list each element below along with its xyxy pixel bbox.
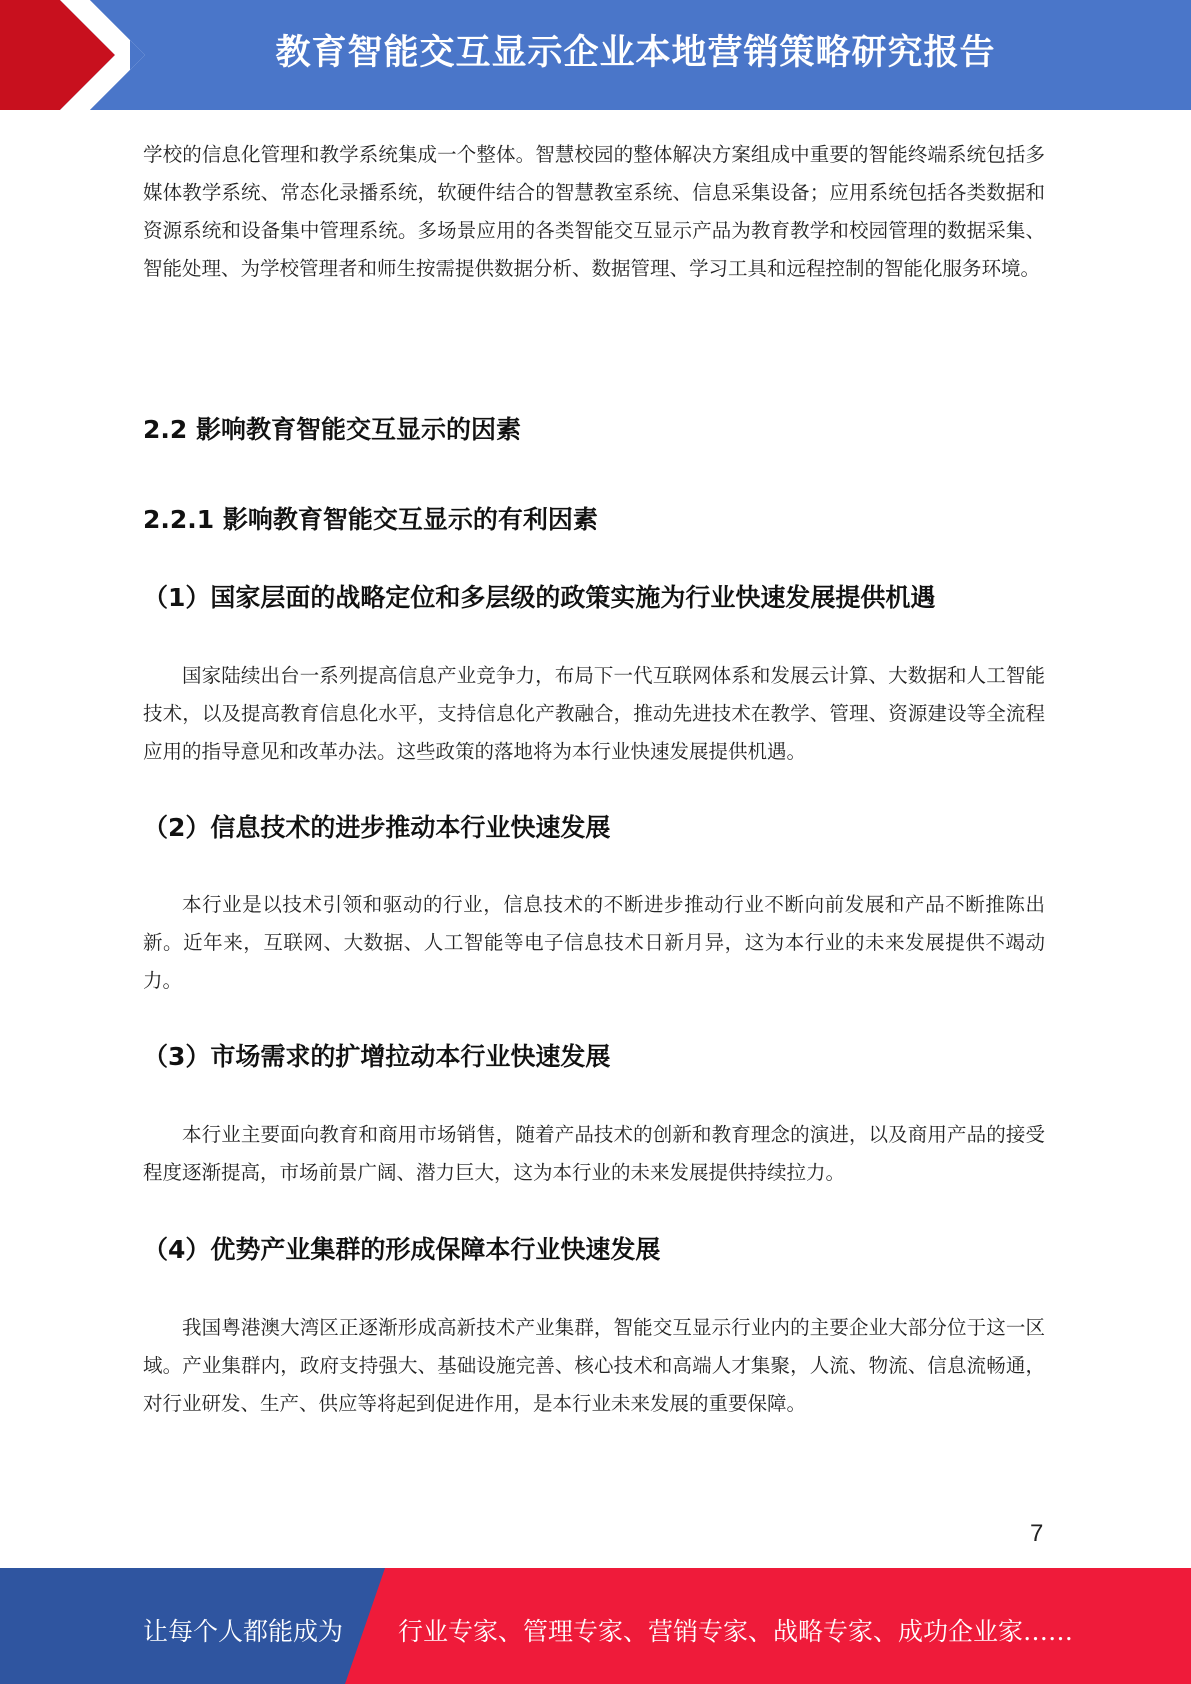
intro-paragraph: 学校的信息化管理和教学系统集成一个整体。智慧校园的整体解决方案组成中重要的智能终端系统包括多媒体教学系统、常态化录播系统，软硬件结合的智慧教室系统、信息采集设备；应用系统包括各类数据和资源系统和设备集中管理系统。多场景应用的各类智能交互显示产品为教育教学和校园管理的数据采集、智能处理、为学校管理者和师生按需提供数据分析、数据管理、学习工具和远程控制的智能化服务环境。	[143, 143, 1045, 280]
page-header	[0, 0, 1191, 110]
subsection-heading: 2.2.1 影响教育智能交互显示的有利因素	[143, 505, 598, 534]
page-footer	[0, 1568, 1191, 1684]
factor-1-title: （1）国家层面的战略定位和多层级的政策实施为行业快速发展提供机遇	[143, 583, 936, 612]
factor-1-block	[143, 657, 1045, 771]
factor-1-body: 国家陆续出台一系列提高信息产业竞争力，布局下一代互联网体系和发展云计算、大数据和人工智能技术，以及提高教育信息化水平，支持信息化产教融合，推动先进技术在教学、管理、资源建设等全流程应用的指导意见和改革办法。这些政策的落地将为本行业快速发展提供机遇。	[143, 664, 1045, 763]
factor-4-block	[143, 1309, 1045, 1423]
report-title: 教育智能交互显示企业本地营销策略研究报告	[275, 33, 996, 73]
factor-2-title: （2）信息技术的进步推动本行业快速发展	[143, 813, 611, 842]
factor-2-body: 本行业是以技术引领和驱动的行业，信息技术的不断进步推动行业不断向前发展和产品不断推陈出新。近年来，互联网、大数据、人工智能等电子信息技术日新月异，这为本行业的未来发展提供不竭动力。	[143, 893, 1045, 992]
factor-4-body: 我国粤港澳大湾区正逐渐形成高新技术产业集群，智能交互显示行业内的主要企业大部分位于这一区域。产业集群内，政府支持强大、基础设施完善、核心技术和高端人才集聚，人流、物流、信息流畅通，对行业研发、生产、供应等将起到促进作用，是本行业未来发展的重要保障。	[143, 1316, 1045, 1415]
footer-slogan-right: 行业专家、管理专家、营销专家、战略专家、成功企业家……	[398, 1617, 1074, 1646]
section-heading: 2.2 影响教育智能交互显示的因素	[143, 415, 521, 444]
factor-4-title: （4）优势产业集群的形成保障本行业快速发展	[143, 1235, 661, 1264]
factor-3-title: （3）市场需求的扩增拉动本行业快速发展	[143, 1042, 611, 1071]
factor-3-body: 本行业主要面向教育和商用市场销售，随着产品技术的创新和教育理念的演进，以及商用产品的接受程度逐渐提高，市场前景广阔、潜力巨大，这为本行业的未来发展提供持续拉力。	[143, 1123, 1045, 1184]
factor-2-block	[143, 886, 1045, 1000]
page-number: 7	[1030, 1520, 1044, 1547]
footer-slogan-left: 让每个人都能成为	[143, 1617, 344, 1646]
factor-3-block	[143, 1116, 1045, 1192]
intro-block	[143, 136, 1045, 288]
